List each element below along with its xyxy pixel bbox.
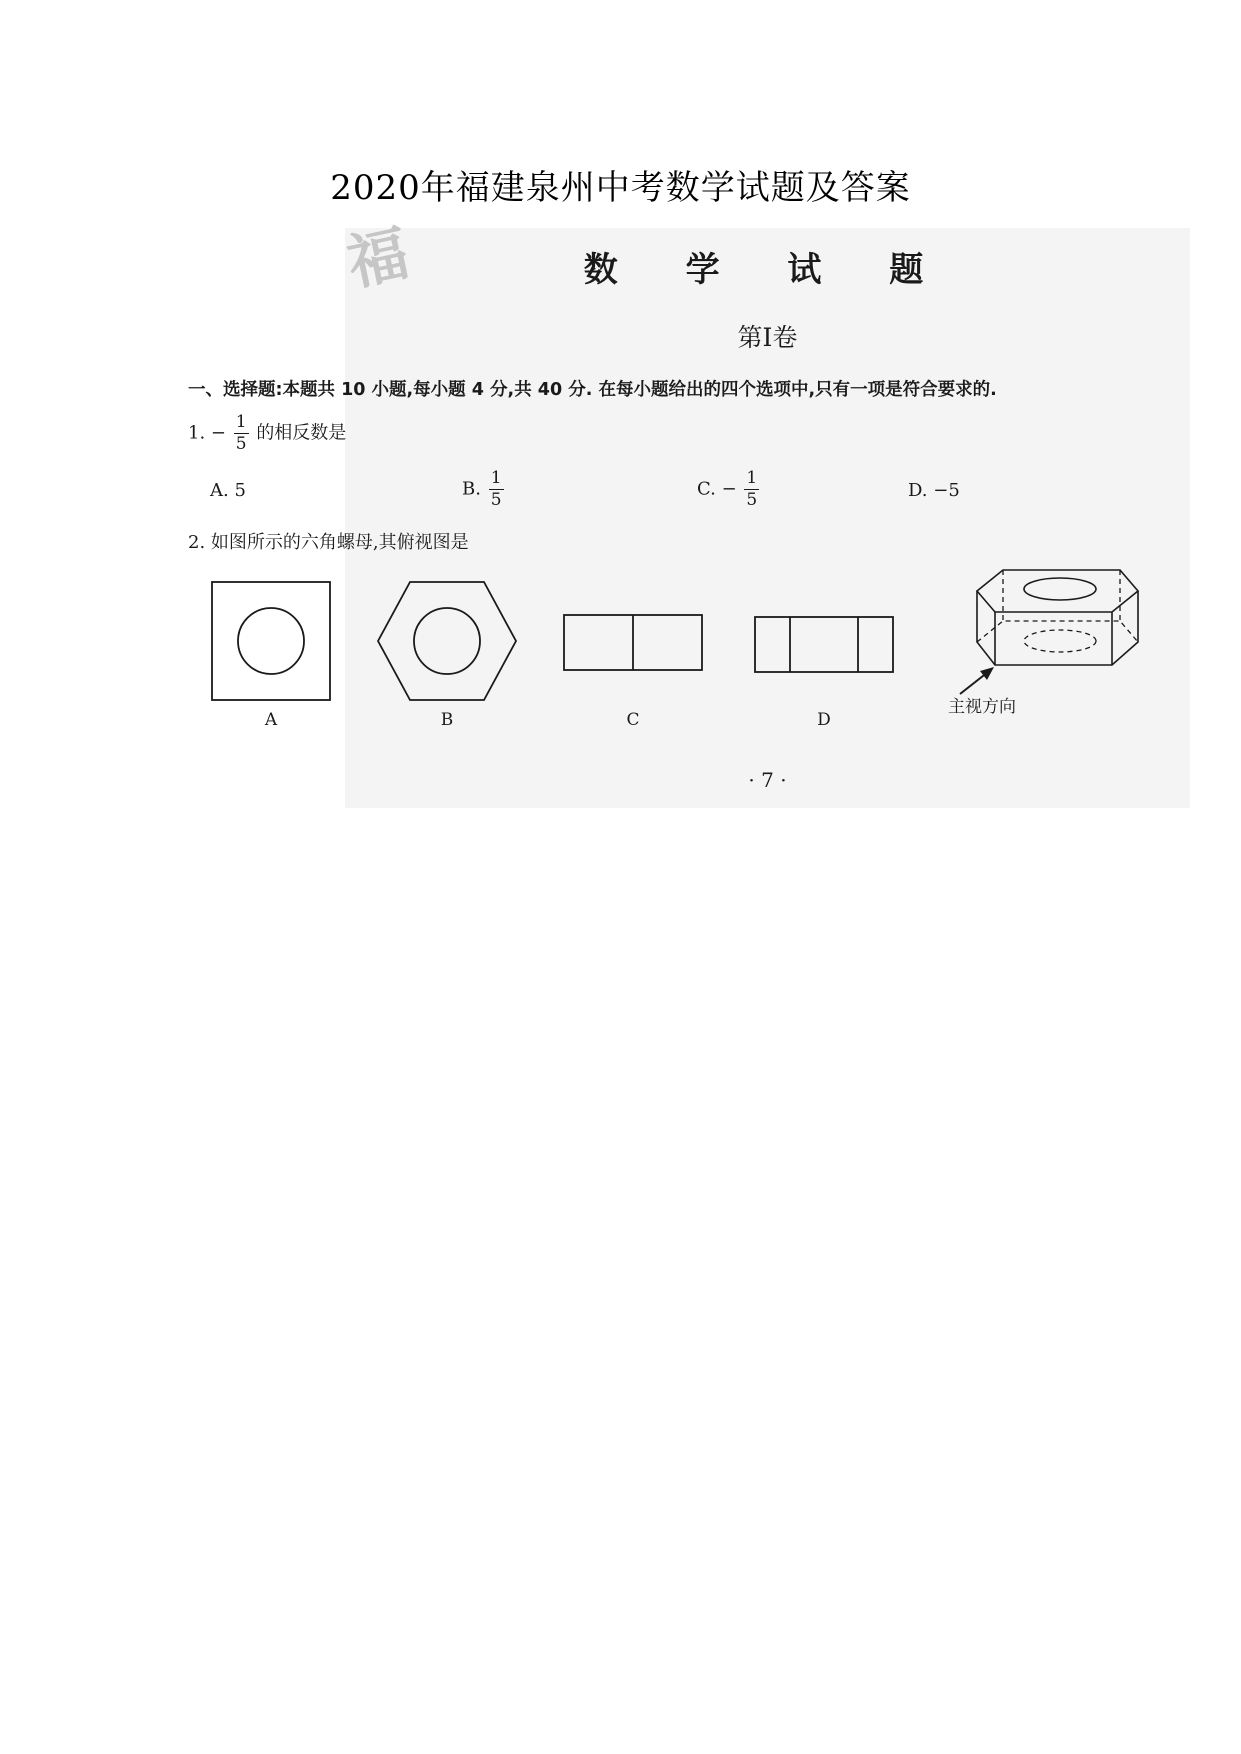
figure-d-rect bbox=[755, 617, 893, 672]
view-direction-arrow bbox=[960, 667, 994, 694]
figure-label-d: D bbox=[817, 710, 831, 730]
option-a: A. 5 bbox=[210, 480, 246, 501]
question-2-figures bbox=[0, 0, 1241, 760]
figure-a-square bbox=[212, 582, 330, 700]
question-2-stem: 2. 如图所示的六角螺母,其俯视图是 bbox=[188, 532, 469, 553]
numerator: 1 bbox=[235, 412, 247, 432]
denominator: 5 bbox=[490, 490, 502, 510]
denominator: 5 bbox=[235, 434, 247, 454]
option-label: C. − bbox=[697, 478, 737, 500]
minus-sign: − bbox=[210, 422, 227, 444]
hex-nut-3d bbox=[977, 570, 1138, 665]
figure-label-b: B bbox=[440, 710, 454, 730]
view-direction-label: 主视方向 bbox=[948, 697, 1016, 717]
numerator: 1 bbox=[490, 468, 502, 488]
option-d: D. −5 bbox=[908, 480, 960, 501]
volume-heading: 第Ⅰ卷 bbox=[737, 323, 798, 352]
denominator: 5 bbox=[746, 490, 758, 510]
watermark-stamp: 福 bbox=[341, 218, 415, 300]
option-label: B. bbox=[462, 478, 481, 500]
page-number: · 7 · bbox=[748, 768, 787, 792]
section-heading: 一、选择题:本题共 10 小题,每小题 4 分,共 40 分. 在每小题给出的四个选项中,只有一项是符合要求的. bbox=[188, 380, 997, 400]
figure-label-a: A bbox=[264, 710, 278, 730]
document-title: 2020年福建泉州中考数学试题及答案 bbox=[330, 168, 911, 208]
question-number: 1. bbox=[188, 422, 206, 444]
stem-text: 的相反数是 bbox=[256, 422, 347, 444]
numerator: 1 bbox=[746, 468, 758, 488]
figure-b-circle bbox=[414, 608, 480, 674]
exam-title: 数 学 试 题 bbox=[583, 250, 952, 290]
figure-a-circle bbox=[238, 608, 304, 674]
figure-label-c: C bbox=[626, 710, 640, 730]
figure-b-hexagon bbox=[378, 582, 516, 700]
